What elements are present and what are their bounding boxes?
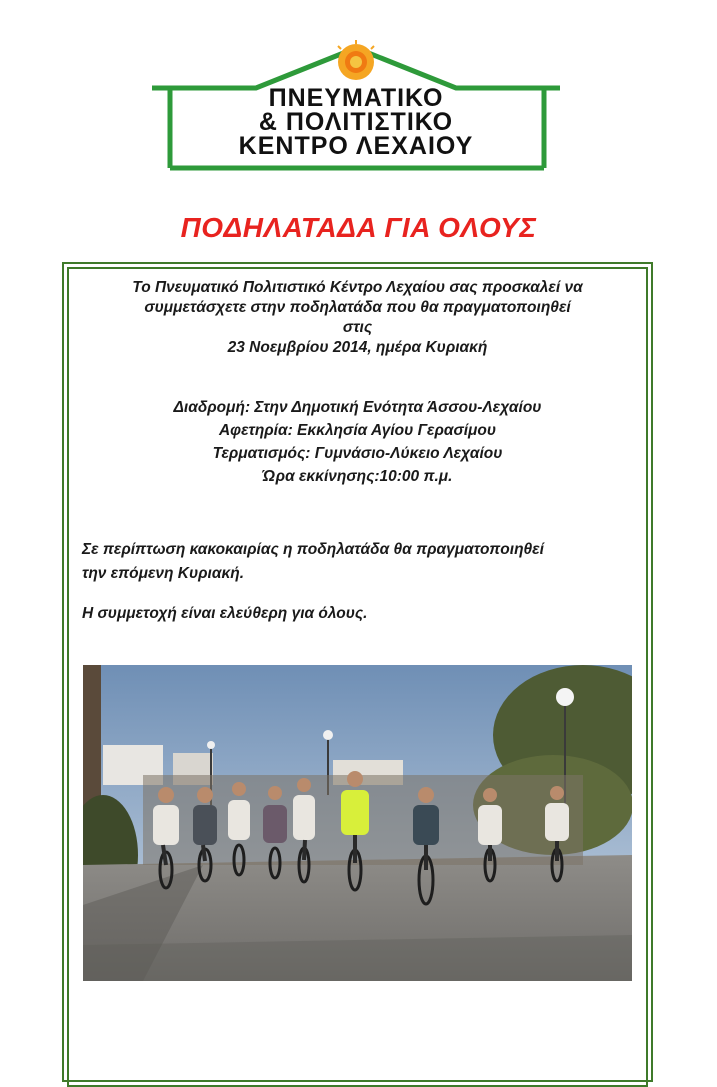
logo [146,40,566,175]
start-time-text: Ώρα εκκίνησης:10:00 π.μ. [262,468,453,485]
finish-point-text: Τερματισμός: Γυμνάσιο-Λύκειο Λεχαίου [212,445,503,462]
page-title: ΠΟΔΗΛΑΤΑΔΑ ΓΙΑ ΟΛΟΥΣ [180,212,537,243]
start-point-text: Αφετηρία: Εκκλησία Αγίου Γερασίμου [218,422,497,439]
logo-line-2: & ΠΟΛΙΤΙΣΤΙΚΟ [258,108,454,136]
sun-icon [338,40,374,80]
logo-line-1: ΠΝΕΥΜΑΤΙΚΟ [268,84,444,112]
logo-line-3: ΚΕΝΤΡΟ ΛΕΧΑΙΟΥ [238,132,474,160]
invitation-line-3: στις [342,319,373,336]
route-text: Διαδρομή: Στην Δημοτική Ενότητα Άσσου-Λεχαίου [173,399,542,416]
invitation-line-1: Το Πνευματικό Πολιτιστικό Κέντρο Λεχαίου σας προσκαλεί να [132,279,583,296]
cyclists-photo [83,665,632,981]
weather-note-line-1: Σε περίπτωση κακοκαιρίας η ποδηλατάδα θα πραγματοποιηθεί [82,541,544,558]
invitation-line-2: συμμετάσχετε στην ποδηλατάδα που θα πραγματοποιηθεί [144,299,571,316]
weather-note-line-2: την επόμενη Κυριακή. [82,565,245,582]
event-date: 23 Νοεμβρίου 2014, ημέρα Κυριακή [227,339,488,356]
free-participation-note: Η συμμετοχή είναι ελεύθερη για όλους. [82,605,368,622]
